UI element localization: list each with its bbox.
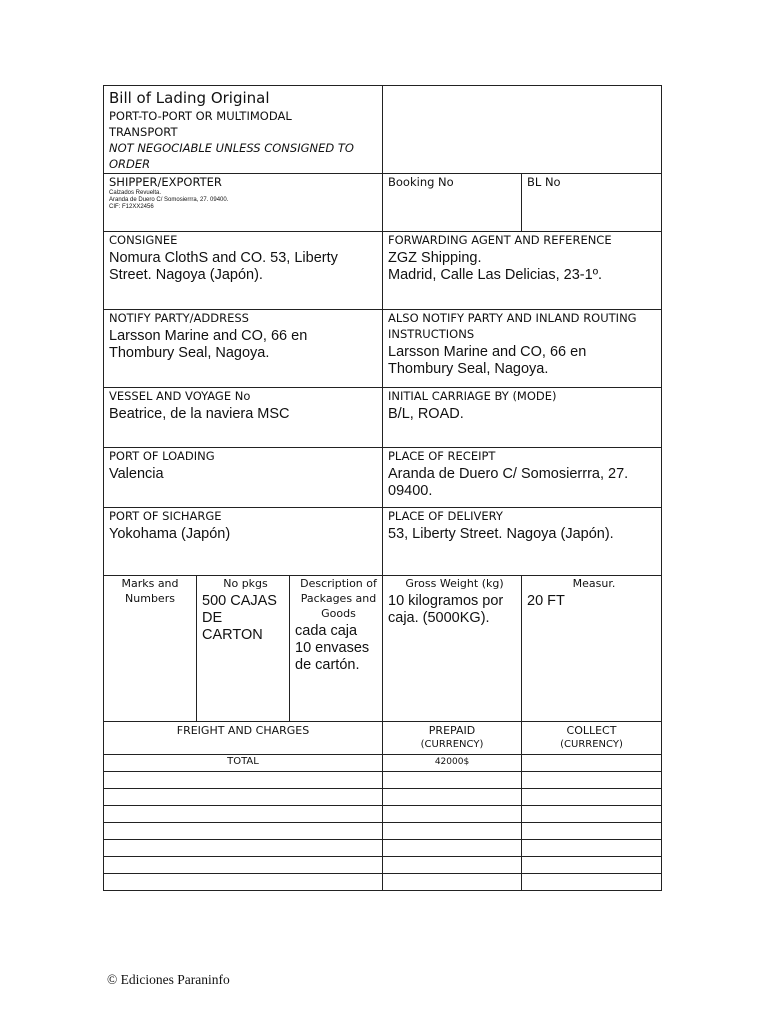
total-collect-cell — [522, 755, 662, 772]
place-receipt-cell: PLACE OF RECEIPT Aranda de Duero C/ Somosierrra, 27. 09400. — [383, 448, 662, 508]
shipper-cell: SHIPPER/EXPORTER Calzados Revuelta. Aranda de Duero C/ Somosierrra, 27. 09400. CIF: F12XX2456 — [104, 174, 383, 232]
bill-of-lading-form — [103, 85, 662, 891]
freight-label-cell: FREIGHT AND CHARGES — [104, 722, 383, 755]
total-label-cell: TOTAL — [104, 755, 383, 772]
consignee-cell: CONSIGNEE Nomura ClothS and CO. 53, Liberty Street. Nagoya (Japón). — [104, 232, 383, 310]
charge-row — [104, 857, 662, 874]
description-cell: Description of Packages and Goods cada caja 10 envases de cartón. — [290, 576, 383, 722]
weight-cell: Gross Weight (kg) 10 kilogramos por caja. (5000KG). — [383, 576, 522, 722]
bl-no-cell: BL No — [522, 174, 662, 232]
document-title: Bill of Lading Original — [109, 89, 270, 107]
charge-row — [104, 840, 662, 857]
forwarding-cell: FORWARDING AGENT AND REFERENCE ZGZ Shipping. Madrid, Calle Las Delicias, 23-1º. — [383, 232, 662, 310]
charge-row — [104, 789, 662, 806]
publisher-footer: © Ediciones Paraninfo — [107, 972, 230, 987]
charge-row — [104, 874, 662, 891]
booking-cell: Booking No — [383, 174, 522, 232]
charge-row — [104, 823, 662, 840]
shipper-label: SHIPPER/EXPORTER — [109, 175, 222, 189]
total-prepaid-cell: 42000$ — [383, 755, 522, 772]
measure-cell: Measur. 20 FT — [522, 576, 662, 722]
place-delivery-cell: PLACE OF DELIVERY 53, Liberty Street. Nagoya (Japón). — [383, 508, 662, 576]
header-cell: Bill of Lading Original PORT-TO-PORT OR MULTIMODAL TRANSPORT NOT NEGOCIABLE UNLESS CONSIGNED TO ORDER — [104, 86, 383, 174]
collect-header-cell: COLLECT (CURRENCY) — [522, 722, 662, 755]
pkgs-cell: No pkgs 500 CAJAS DE CARTON — [197, 576, 290, 722]
charge-row — [104, 772, 662, 789]
port-loading-cell: PORT OF LOADING Valencia — [104, 448, 383, 508]
header-blank-cell — [383, 86, 662, 174]
initial-carriage-cell: INITIAL CARRIAGE BY (MODE) B/L, ROAD. — [383, 388, 662, 448]
notify-cell: NOTIFY PARTY/ADDRESS Larsson Marine and CO, 66 en Thombury Seal, Nagoya. — [104, 310, 383, 388]
vessel-cell: VESSEL AND VOYAGE No Beatrice, de la naviera MSC — [104, 388, 383, 448]
port-discharge-cell: PORT OF SICHARGE Yokohama (Japón) — [104, 508, 383, 576]
prepaid-header-cell: PREPAID (CURRENCY) — [383, 722, 522, 755]
marks-cell: Marks and Numbers — [104, 576, 197, 722]
also-notify-cell: ALSO NOTIFY PARTY AND INLAND ROUTING INSTRUCTIONS Larsson Marine and CO, 66 en Thombury Seal, Nagoya. — [383, 310, 662, 388]
charge-row — [104, 806, 662, 823]
